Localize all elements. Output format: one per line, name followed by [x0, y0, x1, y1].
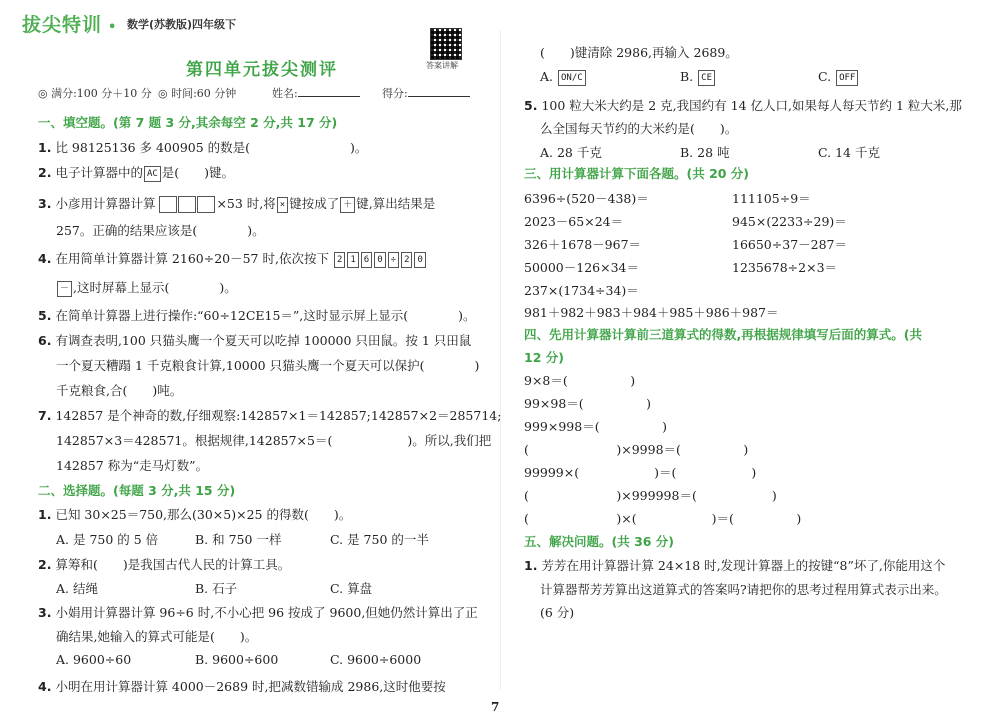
- s4-row-6: ( )×999998＝( ): [524, 488, 777, 503]
- s1-question-4: 4. 在用简单计算器计算 2160÷20－57 时,依次按下 2 1 6 0 ÷ 2 0: [38, 249, 427, 268]
- s3-right-4: 1235678÷2×3＝: [732, 260, 838, 275]
- s2-question-4-line2: ( )键清除 2986,再输入 2689。: [540, 45, 738, 60]
- s3-left-2: 2023－65×24＝: [524, 214, 624, 229]
- s1-question-7-line2: 142857×3＝428571。根据规律,142857×5＝( )。所以,我们把: [56, 433, 492, 448]
- section-4-title-line2: 12 分): [524, 350, 564, 365]
- s3-last: 981＋982＋983＋984＋985＋986＋987＝: [524, 305, 779, 320]
- s2-q5-option-c: C. 14 千克: [818, 145, 880, 160]
- section-2-title: 二、选择题。(每题 3 分,共 15 分): [38, 483, 236, 498]
- s4-row-7: ( )×( )＝( ): [524, 511, 802, 526]
- page-divider: [500, 30, 501, 690]
- s2-q2-option-a: A. 结绳: [56, 581, 98, 596]
- s3-right-3: 16650÷37－287＝: [732, 237, 848, 252]
- page-number: 7: [491, 700, 500, 714]
- s2-q3-option-c: C. 9600÷6000: [330, 652, 422, 667]
- s2-q3-option-a: A. 9600÷60: [56, 652, 132, 667]
- s1-question-1: 1. 比 98125136 多 400905 的数是( )。: [38, 140, 368, 155]
- s2-q1-option-c: C. 是 750 的一半: [330, 532, 429, 547]
- s2-q5-option-a: A. 28 千克: [540, 145, 602, 160]
- time-limit: ◎ 时间:60 分钟: [158, 87, 237, 100]
- score-field: 得分:: [382, 85, 470, 101]
- s4-row-5: 99999×( )＝( ): [524, 465, 757, 480]
- brand-logo: 拔尖特训 •: [22, 14, 118, 36]
- s3-right-1: 111105÷9＝: [732, 191, 811, 206]
- s4-row-2: 99×98＝( ): [524, 396, 652, 411]
- s4-row-1: 9×8＝( ): [524, 373, 636, 388]
- s1-question-6: 6. 有调查表明,100 只猫头鹰一个夏天可以吃掉 100000 只田鼠。按 1 只田鼠: [38, 333, 472, 348]
- s4-row-3: 999×998＝( ): [524, 419, 667, 434]
- s1-question-3: 3. 小彦用计算器计算 ×53 时,将 × 键按成了 ＋ 键,算出结果是: [38, 196, 436, 211]
- s4-row-4: ( )×9998＝( ): [524, 442, 749, 457]
- s3-left-5: 237×(1734÷34)＝: [524, 283, 639, 298]
- s1-question-3-line2: 257。正确的结果应该是( )。: [56, 223, 265, 238]
- s2-question-2: 2. 算筹和( )是我国古代人民的计算工具。: [38, 557, 291, 572]
- s1-question-6-line2: 一个夏天糟蹋 1 千克粮食计算,10000 只猫头鹰一个夏天可以保护( ): [56, 358, 480, 373]
- s2-q5-option-b: B. 28 吨: [680, 145, 730, 160]
- qr-code-icon[interactable]: [430, 28, 462, 60]
- s2-q4-option-b: B. CE: [680, 69, 716, 86]
- s3-left-4: 50000－126×34＝: [524, 260, 640, 275]
- section-5-title: 五、解决问题。(共 36 分): [524, 534, 675, 549]
- s2-q1-option-a: A. 是 750 的 5 倍: [56, 532, 159, 547]
- ac-key-icon: AC: [144, 166, 161, 182]
- s3-left-3: 326＋1678－967＝: [524, 237, 642, 252]
- s1-question-6-line3: 千克粮食,合( )吨。: [56, 383, 183, 398]
- s3-left-1: 6396÷(520－438)＝: [524, 191, 649, 206]
- s1-question-2: 2. 电子计算器中的 AC 是( )键。: [38, 165, 235, 180]
- s5-question-1: 1. 芳芳在用计算器计算 24×18 时,发现计算器上的按键“8”坏了,你能用这个: [524, 558, 946, 573]
- s1-question-7-line3: 142857 称为“走马灯数”。: [56, 458, 208, 473]
- s5-question-1-line3: (6 分): [540, 605, 575, 620]
- s5-question-1-line2: 计算器帮芳芳算出这道算式的答案吗?请把你的思考过程用算式表示出来。: [540, 582, 947, 597]
- s2-question-3: 3. 小娟用计算器计算 96÷6 时,不小心把 96 按成了 9600,但她仍然计算出了正: [38, 605, 478, 620]
- page-title: 第四单元拔尖测评: [186, 60, 338, 80]
- s1-question-5: 5. 在简单计算器上进行操作:“60÷12CE15＝”,这时显示屏上显示( )。: [38, 308, 476, 323]
- s2-q2-option-c: C. 算盘: [330, 581, 373, 596]
- s2-question-5: 5. 100 粒大米大约是 2 克,我国约有 14 亿人口,如果每人每天节约 1 粒大米,那: [524, 98, 962, 113]
- section-4-title: 四、先用计算器计算前三道算式的得数,再根据规律填写后面的算式。(共: [524, 327, 922, 342]
- qr-caption: 答案讲解: [426, 61, 458, 70]
- s2-question-4: 4. 小明在用计算器计算 4000－2689 时,把减数错输成 2986,这时他要按: [38, 679, 446, 694]
- full-score: ◎ 满分:100 分＋10 分: [38, 87, 152, 100]
- s2-q4-option-a: A. ON/C: [540, 69, 587, 86]
- s2-question-3-line2: 确结果,她输入的算式可能是( )。: [56, 629, 258, 644]
- s3-right-2: 945×(2233÷29)＝: [732, 214, 847, 229]
- section-3-title: 三、用计算器计算下面各题。(共 20 分): [524, 166, 750, 181]
- subject-label: 数学(苏教版)四年级下: [127, 18, 237, 31]
- s1-question-7: 7. 142857 是个神奇的数,仔细观察:142857×1＝142857;142857×2＝285714;: [38, 408, 502, 423]
- s1-question-4-line2: － ,这时屏幕上显示( )。: [56, 278, 237, 297]
- name-field: 姓名:: [272, 85, 360, 101]
- s2-q2-option-b: B. 石子: [195, 581, 238, 596]
- s2-q3-option-b: B. 9600÷600: [195, 652, 279, 667]
- s2-q4-option-c: C. OFF: [818, 69, 859, 86]
- s2-q1-option-b: B. 和 750 一样: [195, 532, 282, 547]
- section-1-title: 一、填空题。(第 7 题 3 分,其余每空 2 分,共 17 分): [38, 115, 338, 130]
- s2-question-1: 1. 已知 30×25＝750,那么(30×5)×25 的得数( )。: [38, 507, 352, 522]
- s2-question-5-line2: 么全国每天节约的大米约是( )。: [540, 121, 738, 136]
